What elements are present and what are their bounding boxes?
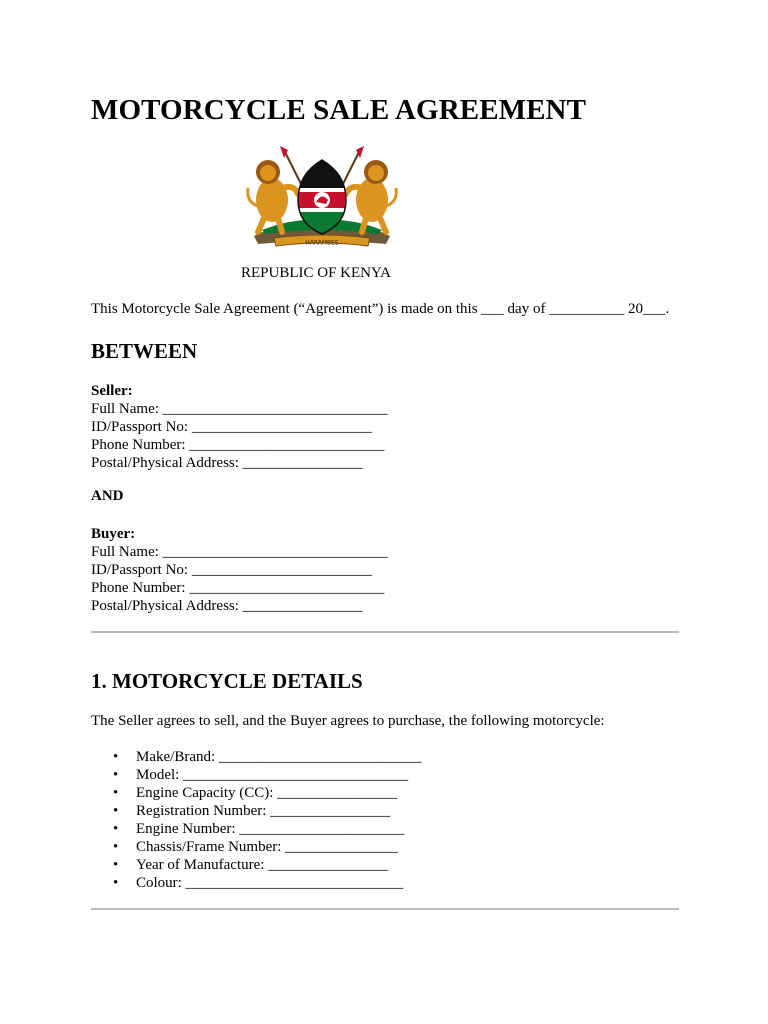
section-divider: [91, 631, 679, 633]
section-1-heading: 1. MOTORCYCLE DETAILS: [91, 669, 363, 693]
seller-full-name-field: Full Name: ______________________________: [91, 401, 388, 417]
seller-address-field: Postal/Physical Address: ________________: [91, 455, 363, 471]
list-item-chassis-frame-number: • Chassis/Frame Number: _______________: [91, 838, 421, 856]
buyer-label: Buyer:: [91, 526, 136, 542]
list-item-engine-capacity: • Engine Capacity (CC): ________________: [91, 784, 421, 802]
list-item-model: • Model: ______________________________: [91, 766, 421, 784]
seller-details: [91, 382, 388, 472]
section-divider: [91, 908, 679, 910]
motorcycle-details-list: [91, 748, 421, 892]
document-title: MOTORCYCLE SALE AGREEMENT: [91, 94, 587, 126]
list-item-year-of-manufacture: • Year of Manufacture: ________________: [91, 856, 421, 874]
seller-id-passport-field: ID/Passport No: ________________________: [91, 419, 372, 435]
buyer-full-name-field: Full Name: ______________________________: [91, 544, 388, 560]
section-1-intro: The Seller agrees to sell, and the Buyer agrees to purchase, the following motorcycle:: [91, 713, 605, 729]
buyer-id-passport-field: ID/Passport No: ________________________: [91, 562, 372, 578]
list-item-registration-number: • Registration Number: ________________: [91, 802, 421, 820]
svg-text:HARAMBEE: HARAMBEE: [305, 239, 339, 247]
buyer-phone-field: Phone Number: __________________________: [91, 580, 385, 596]
between-heading: BETWEEN: [91, 339, 198, 363]
buyer-address-field: Postal/Physical Address: ________________: [91, 598, 363, 614]
list-item-make-brand: • Make/Brand: ___________________________: [91, 748, 421, 766]
kenya-coat-of-arms-icon: [240, 144, 404, 248]
buyer-details: [91, 525, 388, 615]
republic-of-kenya-heading: REPUBLIC OF KENYA: [241, 265, 392, 281]
seller-phone-field: Phone Number: __________________________: [91, 437, 385, 453]
seller-label: Seller:: [91, 383, 133, 399]
agreement-intro: This Motorcycle Sale Agreement (“Agreement”) is made on this ___ day of __________ 20___.: [91, 301, 670, 317]
and-label: AND: [91, 488, 124, 504]
list-item-colour: • Colour: _____________________________: [91, 874, 421, 892]
list-item-engine-number: • Engine Number: ______________________: [91, 820, 421, 838]
